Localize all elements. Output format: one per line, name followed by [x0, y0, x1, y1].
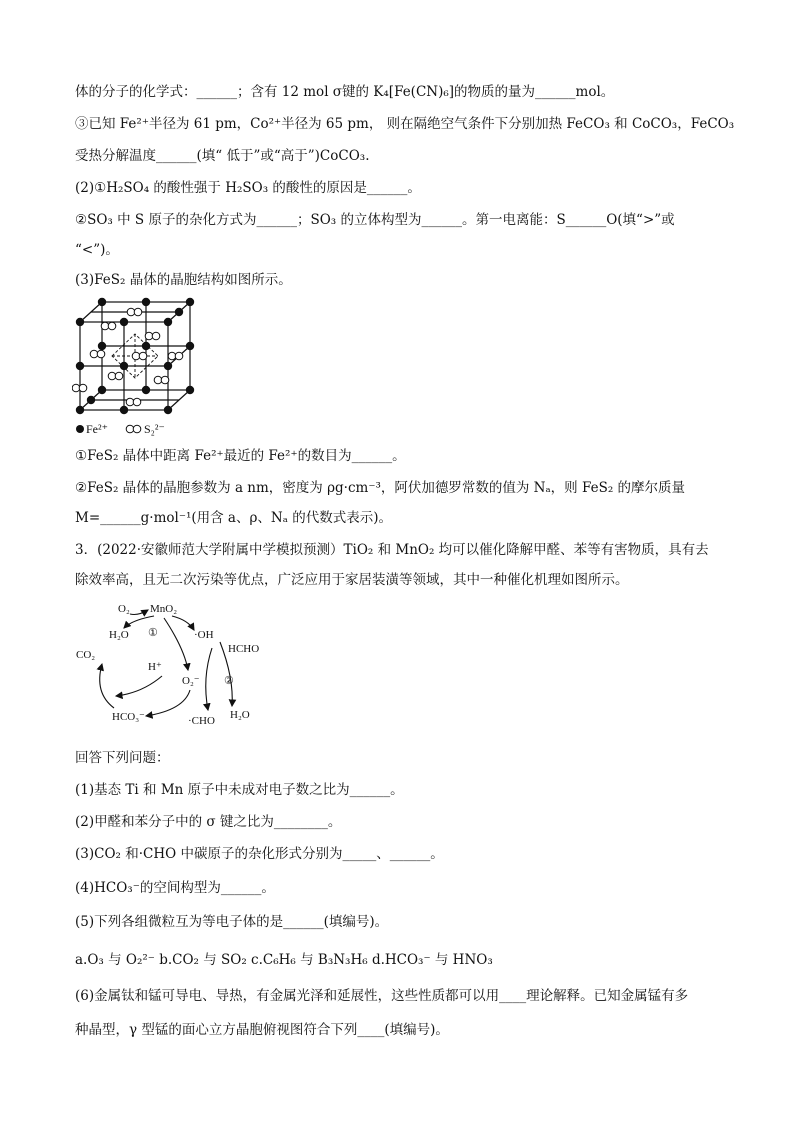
label-o2: O₂ — [118, 603, 130, 615]
label-o2minus: O₂⁻ — [182, 675, 200, 687]
line-13: 回答下列问题： — [75, 750, 170, 766]
legend-fe: Fe²⁺ — [86, 422, 108, 436]
label-hcho: HCHO — [228, 643, 260, 655]
label-h2o-top: H₂O — [109, 629, 129, 641]
line-17: (4)HCO₃⁻的空间构型为______。 — [75, 880, 275, 896]
line-20: (6)金属钛和锰可导电、导热，有金属光泽和延展性，这些性质都可以用____理论解释。已知金属锰有多 — [75, 988, 689, 1004]
label-h2o-right: H₂O — [230, 709, 250, 721]
label-co2: CO₂ — [76, 649, 96, 661]
line-2: ③已知 Fe²⁺半径为 61 pm，Co²⁺半径为 65 pm， 则在隔绝空气条件下分别加热 FeCO₃ 和 CoCO₃，FeCO₃ — [75, 116, 735, 132]
line-14: (1)基态 Ti 和 Mn 原子中未成对电子数之比为______。 — [75, 782, 404, 798]
label-hco3: HCO₃⁻ — [112, 711, 145, 723]
line-5: ②SO₃ 中 S 原子的杂化方式为______；SO₃ 的立体构型为______。第一电离能：S______O(填“>”或 — [75, 212, 675, 228]
line-18: (5)下列各组微粒互为等电子体的是______(填编号)。 — [75, 914, 389, 930]
line-6: “<”)。 — [75, 242, 119, 258]
catalysis-cycle-figure — [72, 598, 272, 738]
line-12: 除效率高，且无二次污染等优点，广泛应用于家居装潢等领域，其中一种催化机理如图所示。 — [75, 572, 629, 588]
label-cho: ·CHO — [188, 715, 215, 727]
line-3: 受热分解温度______(填“ 低于”或“高于”)CoCO₃. — [75, 148, 370, 164]
label-circle1: ① — [148, 627, 158, 639]
line-8: ①FeS₂ 晶体中距离 Fe²⁺最近的 Fe²⁺的数目为______。 — [75, 448, 406, 464]
line-7: (3)FeS₂ 晶体的晶胞结构如图所示。 — [75, 272, 292, 288]
label-oh: ·OH — [194, 629, 214, 641]
line-10: M=______g·mol⁻¹(用含 a、ρ、Nₐ 的代数式表示)。 — [75, 510, 392, 526]
line-11: 3．(2022·安徽师范大学附属中学模拟预测）TiO₂ 和 MnO₂ 均可以催化降解甲醛、苯等有害物质，具有去 — [75, 542, 709, 558]
line-4: (2)①H₂SO₄ 的酸性强于 H₂SO₃ 的酸性的原因是______。 — [75, 180, 421, 196]
line-1: 体的分子的化学式：______；含有 12 mol σ键的 K₄[Fe(CN)₆]的物质的量为______mol。 — [75, 84, 615, 100]
label-mno2: MnO₂ — [150, 603, 178, 615]
label-circle2: ② — [224, 675, 234, 687]
line-19: a.O₃ 与 O₂²⁻ b.CO₂ 与 SO₂ c.C₆H₆ 与 B₃N₃H₆ d.HCO₃⁻ 与 HNO₃ — [75, 952, 493, 968]
line-16: (3)CO₂ 和·CHO 中碳原子的杂化形式分别为_____、______。 — [75, 846, 444, 862]
fes2-crystal-figure — [72, 292, 212, 442]
line-21: 种晶型，γ 型锰的面心立方晶胞俯视图符合下列____(填编号)。 — [75, 1022, 449, 1038]
line-15: (2)甲醛和苯分子中的 σ 键之比为________。 — [75, 814, 342, 830]
legend-s2: S₂²⁻ — [144, 422, 165, 436]
label-hplus: H⁺ — [148, 661, 162, 673]
line-9: ②FeS₂ 晶体的晶胞参数为 a nm，密度为 ρg·cm⁻³，阿伏加德罗常数的值为 Nₐ，则 FeS₂ 的摩尔质量 — [75, 480, 686, 496]
